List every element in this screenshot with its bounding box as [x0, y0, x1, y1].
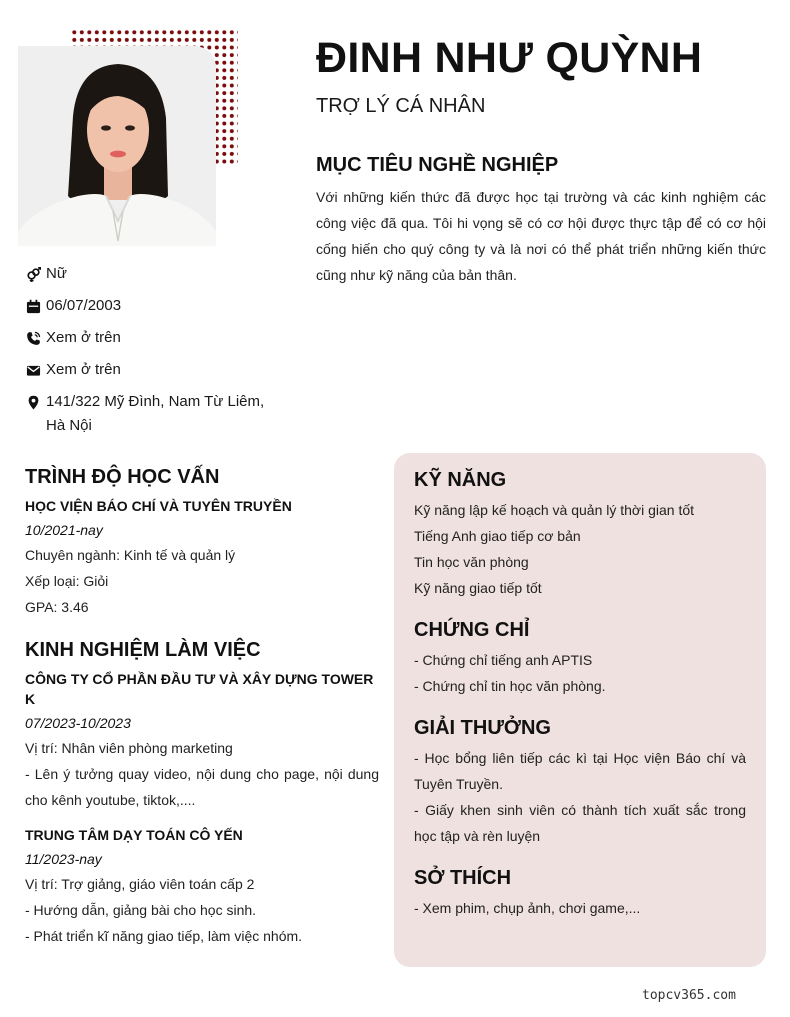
phone-text: Xem ở trên: [46, 329, 121, 346]
objective-text: Với những kiến thức đã được học tại trường và các kinh nghiệm các công việc đã qua. Tôi hi vọng sẽ có cơ hội được thực tập để có cơ hội cống hiến cho quý công ty và là nơi có thể phát triển những kiến thức cũng như kỹ năng của bản thân.: [316, 189, 766, 283]
education-title: TRÌNH ĐỘ HỌC VẤN: [25, 466, 220, 488]
profile-photo: [18, 46, 216, 246]
skill-item: Tin học văn phòng: [414, 554, 529, 570]
skill-item: Kỹ năng giao tiếp tốt: [414, 580, 542, 596]
education-section: [25, 464, 385, 620]
company-name: TRUNG TÂM DẠY TOÁN CÔ YẾN: [25, 827, 243, 843]
certificate-item: - Chứng chỉ tiếng anh APTIS: [414, 652, 593, 668]
address-line-1: 141/322 Mỹ Đình, Nam Từ Liêm,: [46, 393, 265, 410]
skills-section: [414, 467, 746, 601]
job-position: Vị trí: Trợ giảng, giáo viên toán cấp 2: [25, 876, 255, 892]
experience-section: [25, 637, 379, 949]
hobbies-title: SỞ THÍCH: [414, 867, 512, 889]
hobbies-section: [414, 865, 746, 921]
address-row: [26, 390, 296, 438]
job-period: 07/2023-10/2023: [25, 715, 131, 731]
awards-title: GIẢI THƯỞNG: [414, 717, 551, 739]
job-entry: [25, 669, 379, 813]
footer-watermark: topcv365.com: [642, 988, 736, 1003]
phone-icon: [26, 326, 46, 350]
candidate-name: ĐINH NHƯ QUỲNH: [316, 34, 703, 82]
certificates-section: [414, 617, 746, 699]
email-row: [26, 358, 296, 382]
gender-text: Nữ: [46, 265, 67, 282]
phone-row: [26, 326, 296, 350]
job-title: TRỢ LÝ CÁ NHÂN: [316, 95, 486, 117]
job-duty: - Hướng dẫn, giảng bài cho học sinh.: [25, 902, 257, 918]
skills-panel: [394, 453, 766, 967]
skill-item: Tiếng Anh giao tiếp cơ bản: [414, 528, 581, 544]
job-entry: [25, 825, 379, 949]
award-item: - Học bổng liên tiếp các kì tại Học viện Báo chí và Tuyên Truyền.: [414, 750, 746, 792]
address-line-2: Hà Nội: [46, 417, 92, 434]
education-major: Chuyên ngành: Kinh tế và quản lý: [25, 547, 236, 563]
job-position: Vị trí: Nhân viên phòng marketing: [25, 740, 233, 756]
skill-item: Kỹ năng lập kế hoạch và quản lý thời gian tốt: [414, 502, 695, 518]
email-icon: [26, 358, 46, 382]
school-name: HỌC VIỆN BÁO CHÍ VÀ TUYÊN TRUYỀN: [25, 498, 292, 514]
personal-info: [26, 262, 296, 446]
award-item: - Giấy khen sinh viên có thành tích xuất sắc trong học tập và rèn luyện: [414, 802, 746, 844]
objective-title: MỤC TIÊU NGHỀ NGHIỆP: [316, 154, 559, 176]
skills-title: KỸ NĂNG: [414, 469, 507, 491]
education-gpa: GPA: 3.46: [25, 599, 89, 615]
job-period: 11/2023-nay: [25, 851, 102, 867]
birthday-text: 06/07/2003: [46, 297, 122, 314]
awards-section: [414, 715, 746, 849]
job-duty: - Lên ý tưởng quay video, nội dung cho page, nội dung cho kênh youtube, tiktok,....: [25, 766, 379, 808]
education-rank: Xếp loại: Giỏi: [25, 573, 109, 589]
company-name: CÔNG TY CỔ PHẦN ĐẦU TƯ VÀ XÂY DỰNG TOWER K: [25, 671, 374, 707]
education-period: 10/2021-nay: [25, 522, 103, 538]
birthday-row: [26, 294, 296, 318]
location-icon: [26, 390, 46, 414]
calendar-icon: [26, 294, 46, 318]
email-text: Xem ở trên: [46, 361, 121, 378]
gender-icon: [26, 262, 46, 286]
certificate-item: - Chứng chỉ tin học văn phòng.: [414, 678, 606, 694]
gender-row: [26, 262, 296, 286]
hobby-item: - Xem phim, chụp ảnh, chơi game,...: [414, 900, 641, 916]
job-duty: - Phát triển kĩ năng giao tiếp, làm việc nhóm.: [25, 928, 303, 944]
certificates-title: CHỨNG CHỈ: [414, 619, 530, 641]
experience-title: KINH NGHIỆM LÀM VIỆC: [25, 639, 261, 661]
address-text: [46, 390, 264, 438]
